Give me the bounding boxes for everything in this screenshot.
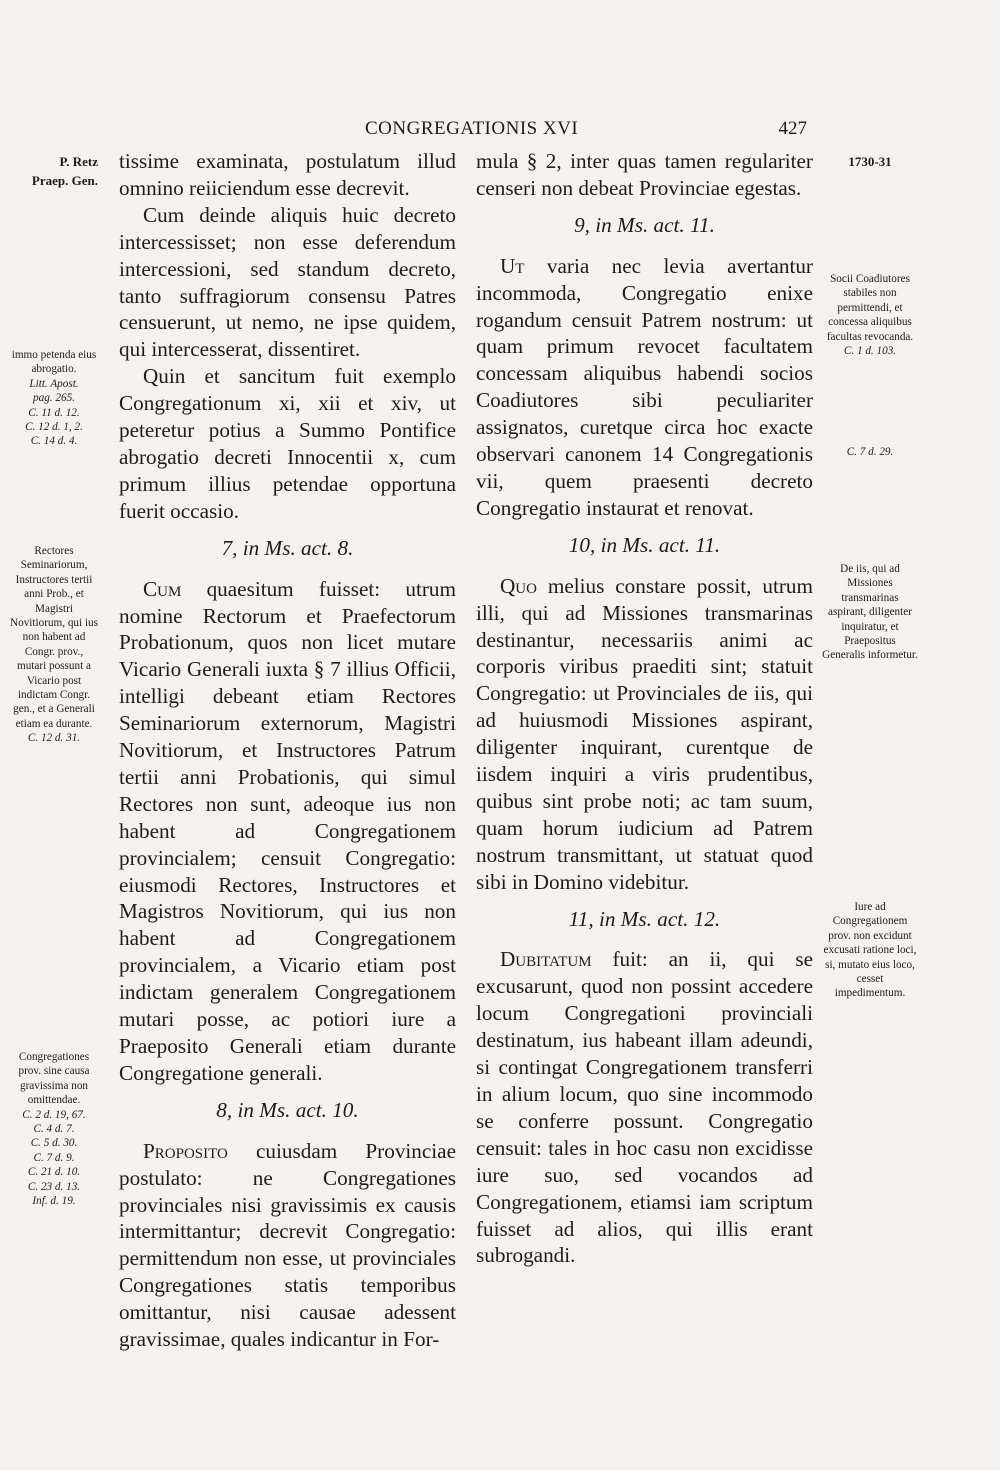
paragraph — [476, 573, 813, 896]
left-margin-header-line2: Praep. Gen. — [31, 173, 98, 188]
paragraph — [119, 576, 456, 1087]
margin-note-ref: C. 12 d. 1, 2. — [25, 421, 83, 434]
margin-note-text: Congregationes prov. sine causa gravissima non omittendae. — [18, 1051, 90, 1107]
margin-note-text: Iure ad Congregationem prov. non excidunt excusati ratione loci, si, mutato eius loco, cesset impedimentum. — [823, 901, 917, 1000]
lead-word: Proposito — [143, 1138, 228, 1163]
right-margin-note-3 — [822, 562, 918, 663]
right-text-column — [476, 148, 813, 1269]
lead-word: Quo — [500, 573, 537, 598]
decree-heading-8: 8, in Ms. act. 10. — [216, 1097, 359, 1122]
margin-note-ref: C. 7 d. 29. — [846, 446, 894, 458]
right-margin-note-4 — [822, 900, 918, 1001]
paragraph: Quin et sancitum fuit exemplo Congregationum xi, xii et xiv, ut peteretur potius a Summo Pontifice abrogatio decreti Innocentii x, cum primum illius petendae opportuna fuerit occasio. — [119, 364, 456, 523]
left-margin-note-2 — [10, 544, 98, 746]
margin-note-text: immo petenda eius abrogatio. — [11, 349, 97, 376]
margin-note-ref: Litt. Apost. — [29, 377, 79, 390]
margin-note-ref: C. 12 d. 31. — [27, 732, 81, 745]
running-head — [0, 118, 1000, 142]
paragraph: mula § 2, inter quas tamen regulariter censeri non debeat Provinciae egestas. — [476, 149, 813, 200]
margin-note-ref: C. 5 d. 30. — [30, 1137, 78, 1150]
decree-heading-10: 10, in Ms. act. 11. — [568, 532, 721, 557]
paragraph: tissime examinata, postulatum illud omnino reiiciendum esse decrevit. — [119, 149, 456, 200]
left-margin-note-3 — [10, 1050, 98, 1208]
margin-note-ref: C. 2 d. 19, 67. — [22, 1108, 86, 1121]
margin-note-text: Socii Coadiutores stabiles non permittendi, et concessa aliquibus facultas revocanda. — [826, 273, 914, 343]
margin-note-text: De iis, qui ad Missiones transmarinas aspirant, diligenter inquiratur, et Praepositus Generalis informetur. — [822, 563, 918, 662]
margin-note-ref: C. 23 d. 13. — [27, 1180, 81, 1193]
left-margin-header-line1: P. Retz — [59, 154, 98, 169]
left-margin-note-1 — [10, 348, 98, 449]
paragraph-body: melius constare possit, utrum illi, qui ad Missiones transmarinas destinantur, necessariis animi ac corporis viribus praediti sint; statuit Congregatio: ut Provinciales de iis, qui ad huiusmodi Missiones aspirant, diligenter inquirant, curentque de iisdem inquiri a viris prudentibus, quibus sint probe noti; ac tam suum, quam horum iudicium ad Patrem nostrum transmittant, ut statuat quod sibi in Domino videbitur. — [476, 573, 813, 894]
paragraph-body: cuiusdam Provinciae postulato: ne Congregationes provinciales nisi gravissimis ex causis intermittantur; decrevit Congregatio: permittendum non esse, ut provinciales Congregationes statis temporibus omittantur, nisi causae adessent gravissimae, quales indicantur in For- — [119, 1138, 456, 1352]
right-margin-note-2 — [822, 445, 918, 459]
margin-note-ref: C. 4 d. 7. — [33, 1123, 75, 1136]
margin-note-ref: C. 1 d. 103. — [843, 345, 897, 358]
right-margin-date: 1730-31 — [848, 154, 892, 169]
lead-word: Dubitatum — [500, 947, 592, 972]
paragraph — [476, 253, 813, 522]
lead-word: Ut — [500, 253, 525, 278]
margin-note-ref: C. 21 d. 10. — [27, 1166, 81, 1179]
margin-note-ref: C. 14 d. 4. — [30, 435, 78, 448]
decree-heading-11: 11, in Ms. act. 12. — [568, 906, 721, 931]
paragraph-body: varia nec levia avertantur incommoda, Congregatio enixe rogandum censuit Patrem nostrum: ut quam primum revocet facultatem concessam aliquibus habendi socios Coadiutores sibi peculiariter assignatos, curetque circa hoc exacte observari canonem 14 Congregationis vii, quem praesenti decreto Congregatio instaurat et renovat. — [476, 253, 813, 520]
decree-heading-9: 9, in Ms. act. 11. — [574, 212, 715, 237]
page-number: 427 — [778, 118, 807, 139]
margin-note-ref: pag. 265. — [33, 392, 75, 405]
lead-word: Cum — [143, 576, 182, 601]
margin-note-ref: C. 7 d. 9. — [33, 1151, 75, 1164]
left-margin-header — [10, 152, 98, 190]
right-margin-note-1 — [822, 272, 918, 358]
margin-note-ref: C. 11 d. 12. — [28, 406, 80, 419]
left-text-column — [119, 148, 456, 1353]
right-margin-header — [822, 152, 918, 171]
paragraph-body: fuit: an ii, qui se excusarunt, quod non possint accedere locum Congregationi provinciali destinatum, ius habeant illam adeundi, si contingat Congregationem transferri in alium locum, quo sine incommodo se conferre possunt. Congregatio censuit: tales in hoc casu non excidisse iure suo, sed vocandos ad Congregationem, etiamsi iam scriptum fuisset ad alios, qui illis erant subrogandi. — [476, 947, 813, 1268]
running-head-title: CONGREGATIONIS XVI — [365, 118, 579, 139]
margin-note-text: Rectores Seminariorum, Instructores tertii anni Prob., et Magistri Novitiorum, qui ius non habent ad Congr. prov., mutari possunt a Vicario post indictam Congr. gen., et a Generali etiam ea durante. — [10, 545, 98, 730]
margin-note-ref: Inf. d. 19. — [32, 1195, 76, 1208]
paragraph — [119, 1138, 456, 1353]
paragraph — [476, 946, 813, 1269]
paragraph: Cum deinde aliquis huic decreto intercessisset; non esse deferendum intercessioni, sed standum decreto, tanto suffragiorum consensu Patres censuerunt, ut nemo, ne ipse quidem, qui intercesserat, dissentiret. — [119, 202, 456, 362]
paragraph-body: quaesitum fuisset: utrum nomine Rectorum et Praefectorum Probationum, quos non licet mutare Vicario Generali iuxta § 7 illius Officii, intelligi debeant etiam Rectores Seminariorum externorum, Magistri Novitiorum, et Instructores Patrum tertii anni Probationis, qui simul Rectores non sunt, adeoque ius non habent ad Congregationem provincialem; censuit Congregatio: eiusmodi Rectores, Instructores et Magistros Novitiorum, qui ius non habent ad Congregationem provincialem, a Vicario etiam post indictam generalem Congregationem mutari posse, ac potiori iure a Praeposito Generali etiam durante Congregatione generali. — [119, 576, 456, 1085]
decree-heading-7: 7, in Ms. act. 8. — [221, 535, 354, 560]
